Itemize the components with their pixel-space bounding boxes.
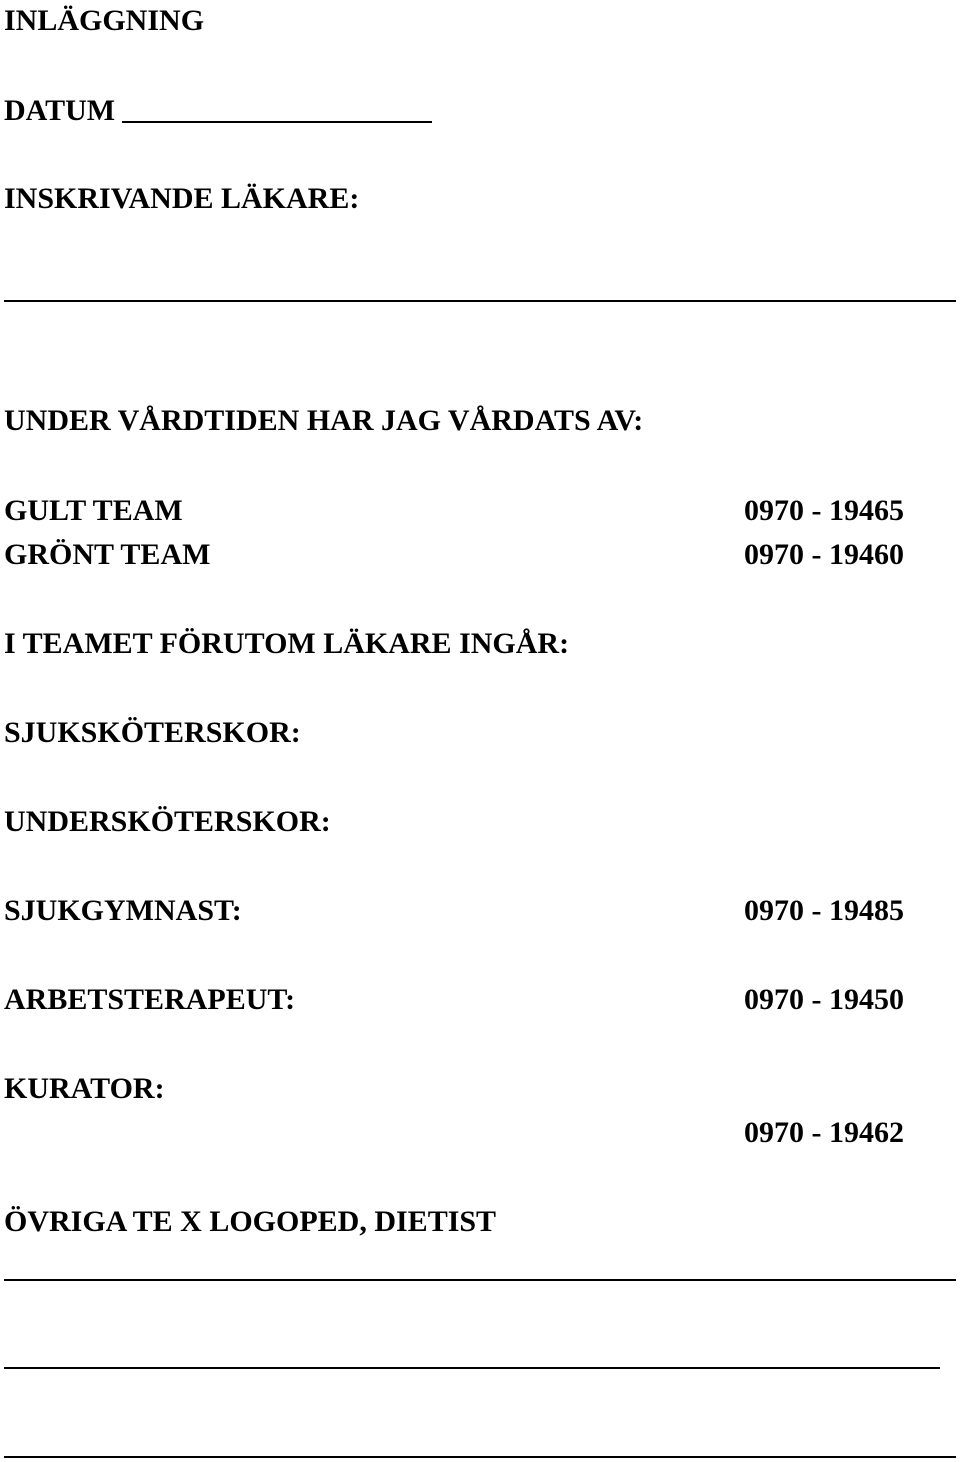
physician-line [4, 300, 956, 302]
document-title: INLÄGGNING [4, 4, 205, 37]
team-phone-yellow: 0970 - 19465 [744, 494, 904, 527]
physician-label: INSKRIVANDE LÄKARE: [4, 182, 360, 215]
occupational-therapist-phone: 0970 - 19450 [744, 983, 904, 1016]
others-line-3 [4, 1456, 956, 1458]
assistant-nurses-label: UNDERSKÖTERSKOR: [4, 805, 331, 838]
date-line [122, 121, 432, 123]
others-line-1 [4, 1279, 956, 1281]
physiotherapist-phone: 0970 - 19485 [744, 894, 904, 927]
date-label: DATUM [4, 94, 116, 127]
team-name-yellow: GULT TEAM [4, 494, 183, 527]
others-label: ÖVRIGA TE X LOGOPED, DIETIST [4, 1205, 497, 1238]
physiotherapist-label: SJUKGYMNAST: [4, 894, 242, 927]
team-name-green: GRÖNT TEAM [4, 538, 211, 571]
nurses-label: SJUKSKÖTERSKOR: [4, 716, 301, 749]
cared-by-heading: UNDER VÅRDTIDEN HAR JAG VÅRDATS AV: [4, 404, 644, 437]
others-line-2 [4, 1367, 940, 1369]
occupational-therapist-label: ARBETSTERAPEUT: [4, 983, 296, 1016]
counselor-label: KURATOR: [4, 1072, 165, 1105]
team-phone-green: 0970 - 19460 [744, 538, 904, 571]
counselor-phone: 0970 - 19462 [744, 1116, 904, 1149]
team-includes-heading: I TEAMET FÖRUTOM LÄKARE INGÅR: [4, 627, 570, 660]
